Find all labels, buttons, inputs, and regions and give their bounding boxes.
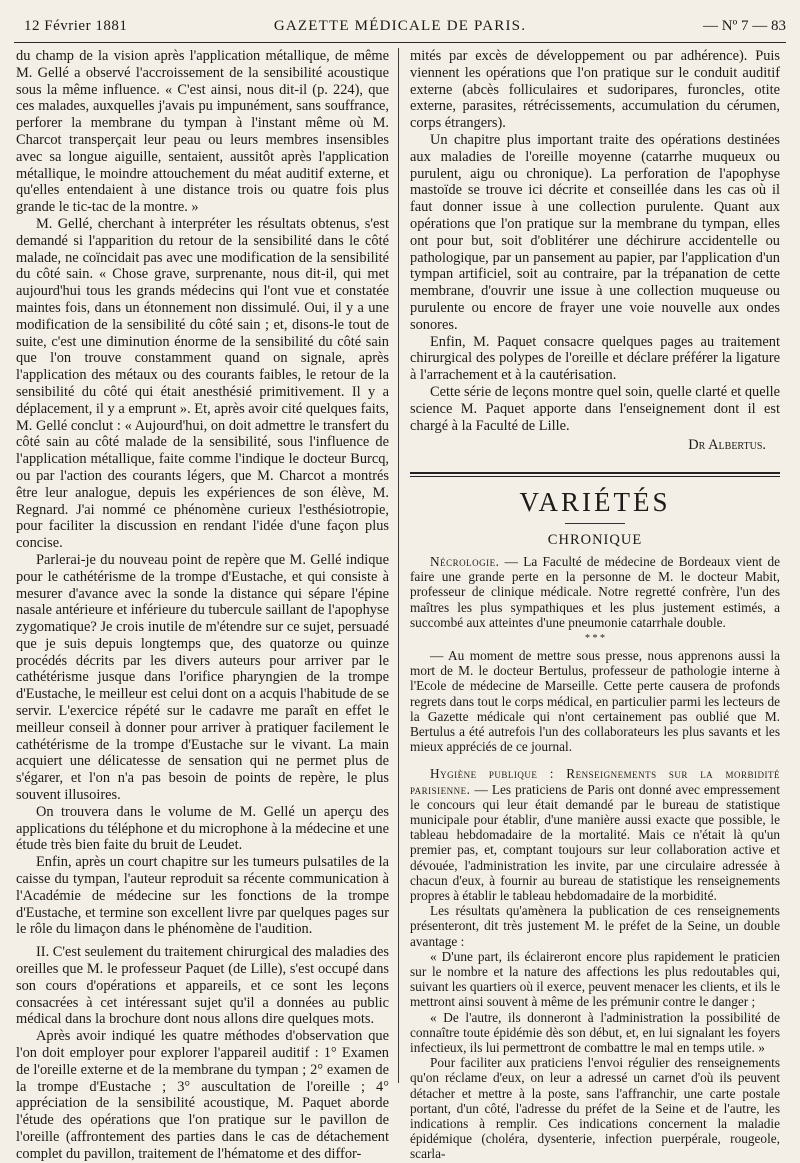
paragraph: Les résultats qu'amènera la publication de ces renseignements présenteront, dit très justement M. le préfet de la Seine, un double avantage :	[410, 903, 780, 949]
paragraph: M. Gellé, cherchant à interpréter les résultats obtenus, s'est demandé si l'apparition du retour de la sensibilité dans le côté malade, ne coïncidait pas avec une modification de la sensibilité du côté sain. « Chose grave, surprenante, nous dit-il, qui met aujourd'hui tous les grands médecins qui l'ont vue et constatée maintes fois, dans un étonnement non dissimulé. Oui, il y a une modification de la sensibilité du côté sain ; et, disons-le tout de suite, c'est une diminution énorme de la sensibilité du côté sain que l'on trouve constamment quand on signale, après l'application des métaux ou des courants faibles, le retour de la sensibilité du côté qui était anesthésié primitivement. Il y a déplacement, il y a emprunt ». Et, après avoir cité quelques faits, M. Gellé conclut : « Aujourd'hui, on doit admettre le transfert du côté sain au côté malade de la sensibilité, sous l'influence de l'application métallique, faite comme l'indique le docteur Burcq, ou par l'action des courants légers, que M. Charcot a montrés être leur analogue, depuis les expériences de son élève, M. Regnard. J'ai nommé ce phénomène curieux l'esthésiotropie, pour faciliter la discussion en rendant l'idée d'une façon plus concise.	[16, 215, 389, 552]
column-divider	[398, 48, 399, 1083]
paragraph: mités par excès de développement ou par adhérence). Puis viennent les opérations que l'on pratique sur le conduit auditif externe (abcès folliculaires et sudoripares, furoncles, otite externe, parasites, rétrécissements, accumulation du cérumen, corps étrangers).	[410, 48, 780, 132]
subsection-title: CHRONIQUE	[547, 532, 643, 549]
section-title: VARIÉTÉS	[519, 487, 671, 518]
paragraph: Pour faciliter aux praticiens l'envoi régulier des renseignements qu'on réclame d'eux, on leur a adressé un carnet d'où ils peuvent détacher et mettre à la poste, sans l'affranchir, une carte postale portant, d'un côté, l'adresse du préfet de la Seine et de l'autre, les indications à remplir. Ces indications concernent la maladie épidémique (choléra, dysenterie, infection puerpérale, rougeole, scarla-	[410, 1055, 780, 1162]
page-header	[14, 6, 786, 46]
spacer	[410, 754, 780, 766]
section-rule-thin	[410, 476, 780, 477]
left-column	[16, 48, 389, 1163]
bertulus-paragraph: — Au moment de mettre sous presse, nous apprenons aussi la mort de M. le docteur Bertulus, professeur de pathologie interne à l'Ecole de médecine de Marseille. Cette perte causera de profonds regrets dans tout le corps médical, en particulier parmi les lecteurs de la Gazette médicale qui n'ont certainement pas oublié que M. Bertulus a été autrefois l'un des collaborateurs les plus savants et les mieux appréciés de ce journal.	[410, 647, 780, 755]
paragraph: On trouvera dans le volume de M. Gellé un aperçu des applications du téléphone et du microphone à la médecine et une étude très bien faite du bruit de Leudet.	[16, 803, 389, 854]
right-column	[410, 48, 780, 1162]
quote-paragraph: « D'une part, ils éclaireront encore plus rapidement le praticien sur le nombre et la nature des affections les plus redoutables qui, suivant les quartiers où il exerce, peuvent menacer les clients, et ils le mettront ainsi souvent à même de les prémunir contre le danger ;	[410, 948, 780, 1010]
hygiene-text: — Les praticiens de Paris ont donné avec empressement le concours qui leur était demandé par le bureau de statistique municipale pour établir, d'une manière aussi exacte que possible, le tableau hebdomadaire de la mortalité. Mais ce n'était là qu'un premier pas, et, comptant toujours sur leur collaboration active et dévouée, l'administration les invite, par une circulaire adressée à chacun d'eux, à fournir au bureau de statistique les renseignements propres à établir le tableau hebdomadaire de la morbidité.	[410, 781, 780, 903]
title-rule	[565, 523, 625, 524]
header-page-number: — Nº 7 — 83	[703, 18, 786, 34]
hygiene-paragraph	[410, 766, 780, 903]
paragraph: Parlerai-je du nouveau point de repère que M. Gellé indique pour le cathétérisme de la trompe d'Eustache, et qui consiste à mesurer d'avance avec la sonde la distance qui sépare l'épine nasale antérieure et inférieure du tubercule saillant de l'apophyse zygomatique? Je crois inutile de m'étendre sur ce sujet, persuadé que je suis depuis longtemps que, des quatorze ou quinze procédés décrits par les divers auteurs pour arriver par le cathétérisme jusque dans l'orifice pharyngien de la trompe d'Eustache, le meilleur est celui dont on a acquis l'habitude de se servir. L'exercice répété sur le cadavre me paraît en effet le meilleur conseil à donner pour arriver à pratiquer facilement le cathétérisme de la trompe d'Eustache sur le vivant. La main acquiert une délicatesse de sensation qui ne permet plus de s'égarer, et l'on n'a pas besoin de points de repère, le plus souvent illusoires.	[16, 551, 389, 804]
paragraph: Après avoir indiqué les quatre méthodes d'observation que l'on doit employer pour explorer l'appareil auditif : 1° Examen de l'oreille externe et de la membrane du tympan ; 2° examen de la trompe d'Eustache ; 3° auscultation de l'oreille ; 4° appréciation de la sensibilité acoustique, M. Paquet aborde l'étude des opérations que l'on pratique sur le pavillon de l'oreille (affrontement des parties dans le cas de détachement complet du pavillon, traitement de l'hématome et des diffor-	[16, 1028, 389, 1162]
header-rule	[14, 42, 786, 43]
paragraph: Cette série de leçons montre quel soin, quelle clarté et quelle science M. Paquet apporte dans l'enseignement dont il est chargé à la Faculté de Lille.	[410, 383, 780, 434]
quote-paragraph: « De l'autre, ils donneront à l'administration la possibilité de connaître toute épidémie dès son début, et, en lui signalant les foyers infectieux, ils lui permettront de combattre le mal en temps utile. »	[410, 1009, 780, 1056]
paragraph: du champ de la vision après l'application métallique, de même M. Gellé a observé l'accroissement de la sensibilité acoustique sous la même influence. « C'est ainsi, nous dit-il (p. 224), que ces malades, auxquelles j'avais pu impunément, sans souffrance, perforer la membrane du tympan à l'instant même où M. Charcot transperçait leur peau ou leurs membres insensibles avec sa longue aiguille, sentaient, aussitôt après l'application métallique, le moindre attouchement du méat auditif externe, et qu'elles entendaient à une distance trois ou quatre fois plus grande le tic-tac de la montre. »	[16, 48, 389, 216]
necrology-paragraph	[410, 554, 780, 630]
author-signature: Dr Albertus.	[688, 437, 766, 454]
hygiene-label: Hygiène publique : Renseignements sur la morbidité parisienne.	[410, 766, 780, 797]
header-date: 12 Février 1881	[24, 18, 128, 34]
header-journal-title: GAZETTE MÉDICALE DE PARIS.	[273, 18, 527, 34]
paragraph: II. C'est seulement du traitement chirurgical des maladies des oreilles que M. le professeur Paquet (de Lille), s'est occupé dans son cours d'opérations et appareils, et ce sont les leçons consacrées à cet intéressant sujet qu'il a données au public médical dans la brochure dont nous allons dire quelques mots.	[16, 944, 389, 1028]
paragraph: Enfin, M. Paquet consacre quelques pages au traitement chirurgical des polypes de l'oreille et déclare préférer la ligature à l'arrachement et à la cautérisation.	[410, 333, 780, 384]
section-rule	[410, 472, 780, 474]
separator-stars: * * *	[585, 632, 605, 644]
paragraph: Un chapitre plus important traite des opérations destinées aux maladies de l'oreille moyenne (catarrhe muqueux ou purulent, aigu ou chronique). La perforation de l'apophyse mastoïde se trouve ici décrite et conseillée dans les cas où il faut donner issue à une collection purulente. Quant aux opérations que l'on pratique sur la membrane du tympan, elles ont pour but, soit d'oblitérer une déchirure accidentelle ou pathologique, par un pansement au papier, par l'application d'un tympan artificiel, soit au contraire, par la trépanation de cette membrane, d'ouvrir une issue à une collection muqueuse ou purulente ou encore de frayer une voie nouvelle aux ondes sonores.	[410, 131, 780, 333]
necrology-text: — La Faculté de médecine de Bordeaux vient de faire une grande perte en la personne de M. le docteur Mabit, professeur de clinique médicale. Notre regretté confrère, l'un des maîtres les plus sympathiques et les plus justement estimés, a succombé aux atteintes d'une pneumonie catarrhale double.	[410, 553, 780, 630]
paragraph: Enfin, après un court chapitre sur les tumeurs pulsatiles de la caisse du tympan, l'auteur reproduit sa récente communication à l'Académie de médecine sur les fonctions de la trompe d'Eustache, et termine son excellent livre par quelques pages sur le rôle du limaçon dans le phénomène de l'audition.	[16, 854, 389, 938]
necrology-label: Nécrologie.	[430, 553, 500, 569]
